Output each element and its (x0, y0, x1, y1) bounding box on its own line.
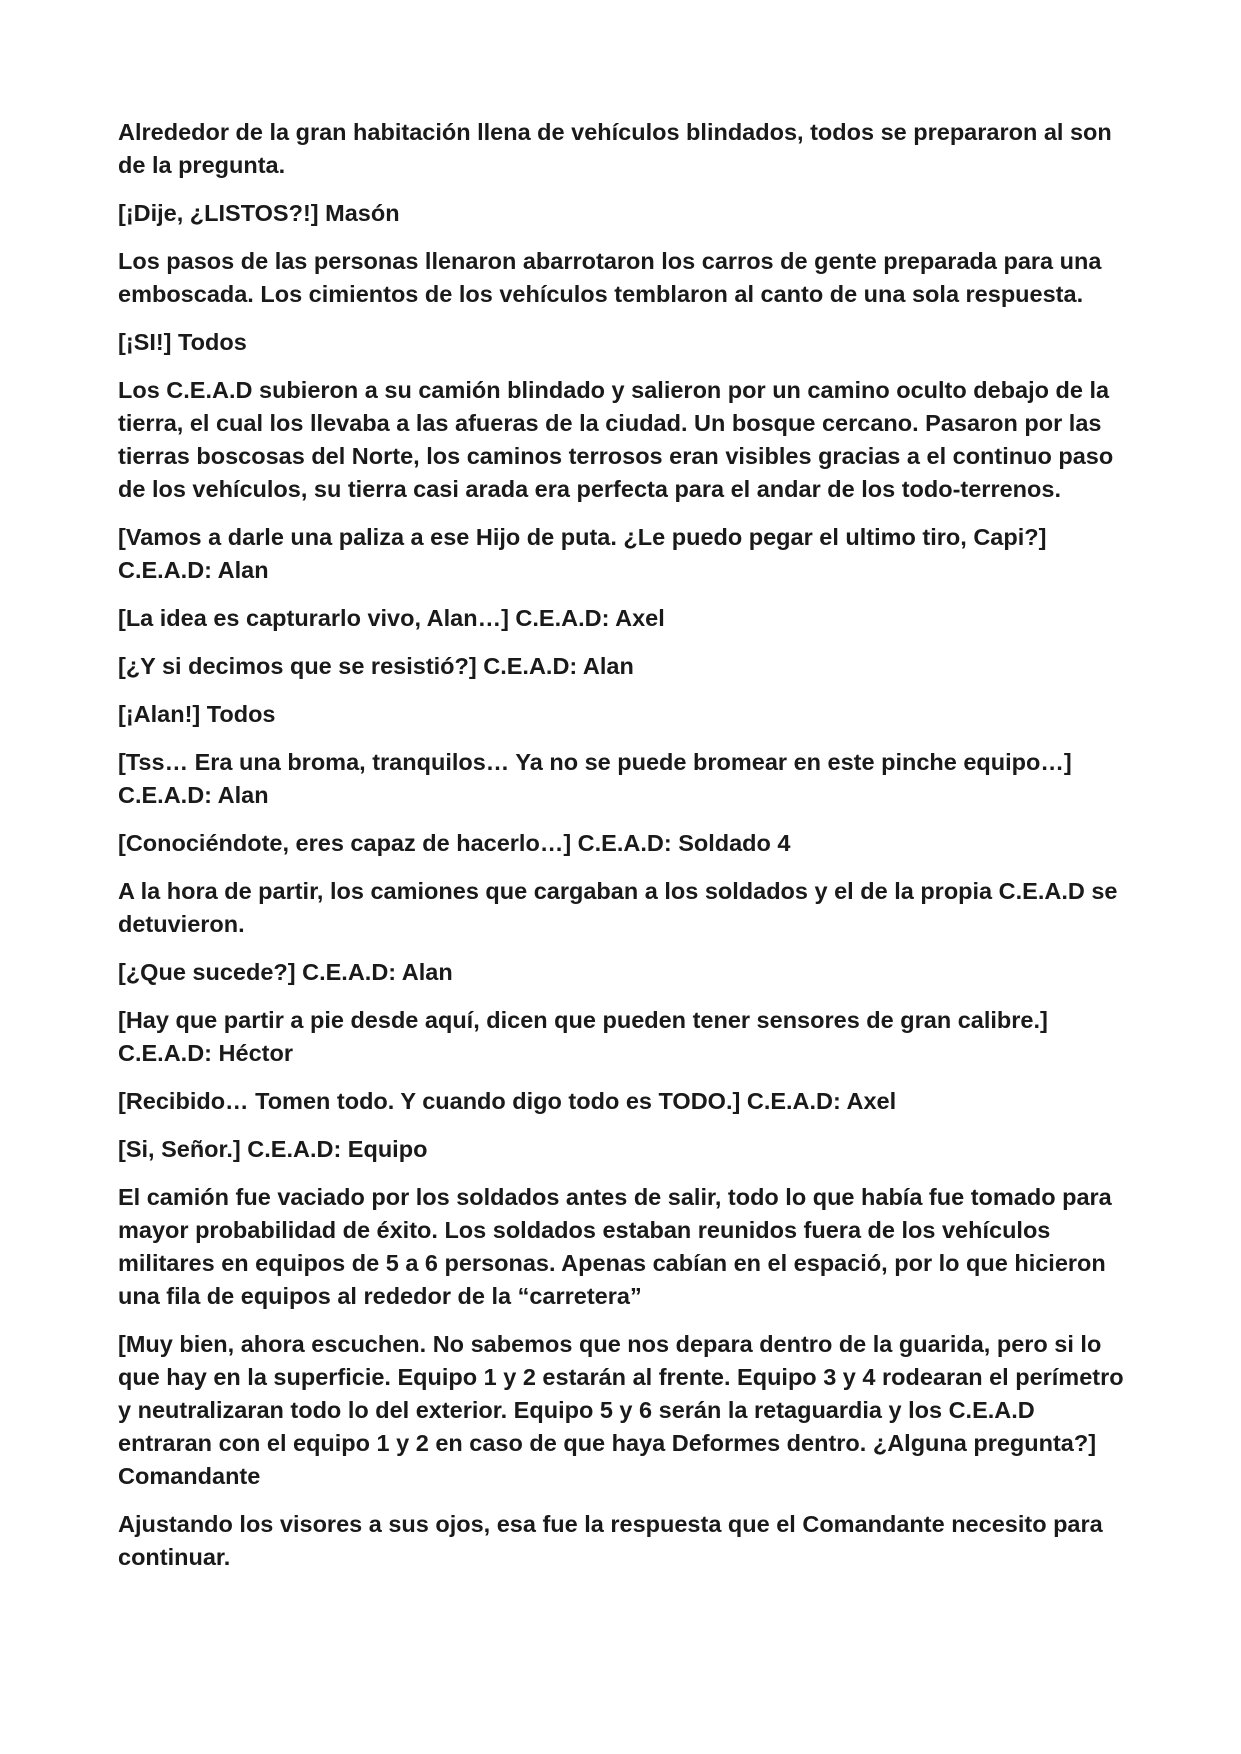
dialogue-line: [Recibido… Tomen todo. Y cuando digo todo es TODO.] C.E.A.D: Axel (118, 1088, 897, 1114)
dialogue-line: [La idea es capturarlo vivo, Alan…] C.E.A.D: Axel (118, 605, 665, 631)
narration-paragraph: Los C.E.A.D subieron a su camión blindado y salieron por un camino oculto debajo de la tierra, el cual los llevaba a las afueras de la ciudad. Un bosque cercano. Pasaron por las tierras boscosas del Norte, los caminos terrosos eran visibles gracias a el continuo paso de los vehículos, su tierra casi arada era perfecta para el andar de los todo-terrenos. (118, 377, 1114, 502)
dialogue-line: [Muy bien, ahora escuchen. No sabemos que nos depara dentro de la guarida, pero si lo que hay en la superficie. Equipo 1 y 2 estarán al frente. Equipo 3 y 4 rodearan el perímetro y neutralizaran todo lo del exterior. Equipo 5 y 6 serán la retaguardia y los C.E.A.D entraran con el equipo 1 y 2 en caso de que haya Deformes dentro. ¿Alguna pregunta?] Comandante (118, 1331, 1124, 1489)
dialogue-line: [¡SI!] Todos (118, 329, 247, 355)
document-page (118, 116, 1133, 1589)
dialogue-line: [Conociéndote, eres capaz de hacerlo…] C.E.A.D: Soldado 4 (118, 830, 791, 856)
dialogue-line: [Vamos a darle una paliza a ese Hijo de puta. ¿Le puedo pegar el ultimo tiro, Capi?] C.E.A.D: Alan (118, 524, 1047, 583)
dialogue-line: [¡Dije, ¿LISTOS?!] Masón (118, 200, 400, 226)
dialogue-line: [¡Alan!] Todos (118, 701, 276, 727)
narration-paragraph: A la hora de partir, los camiones que cargaban a los soldados y el de la propia C.E.A.D se detuvieron. (118, 878, 1118, 937)
dialogue-line: [¿Y si decimos que se resistió?] C.E.A.D: Alan (118, 653, 634, 679)
narration-paragraph: Los pasos de las personas llenaron abarrotaron los carros de gente preparada para una emboscada. Los cimientos de los vehículos temblaron al canto de una sola respuesta. (118, 248, 1102, 307)
dialogue-line: [Tss… Era una broma, tranquilos… Ya no se puede bromear en este pinche equipo…] C.E.A.D: Alan (118, 749, 1072, 808)
dialogue-line: [¿Que sucede?] C.E.A.D: Alan (118, 959, 453, 985)
narration-paragraph: Ajustando los visores a sus ojos, esa fue la respuesta que el Comandante necesito para continuar. (118, 1511, 1103, 1570)
dialogue-line: [Si, Señor.] C.E.A.D: Equipo (118, 1136, 428, 1162)
dialogue-line: [Hay que partir a pie desde aquí, dicen que pueden tener sensores de gran calibre.] C.E.A.D: Héctor (118, 1007, 1048, 1066)
narration-paragraph: El camión fue vaciado por los soldados antes de salir, todo lo que había fue tomado para mayor probabilidad de éxito. Los soldados estaban reunidos fuera de los vehículos militares en equipos de 5 a 6 personas. Apenas cabían en el espació, por lo que hicieron una fila de equipos al rededor de la “carretera” (118, 1184, 1112, 1309)
narration-paragraph: Alrededor de la gran habitación llena de vehículos blindados, todos se prepararon al son de la pregunta. (118, 119, 1112, 178)
